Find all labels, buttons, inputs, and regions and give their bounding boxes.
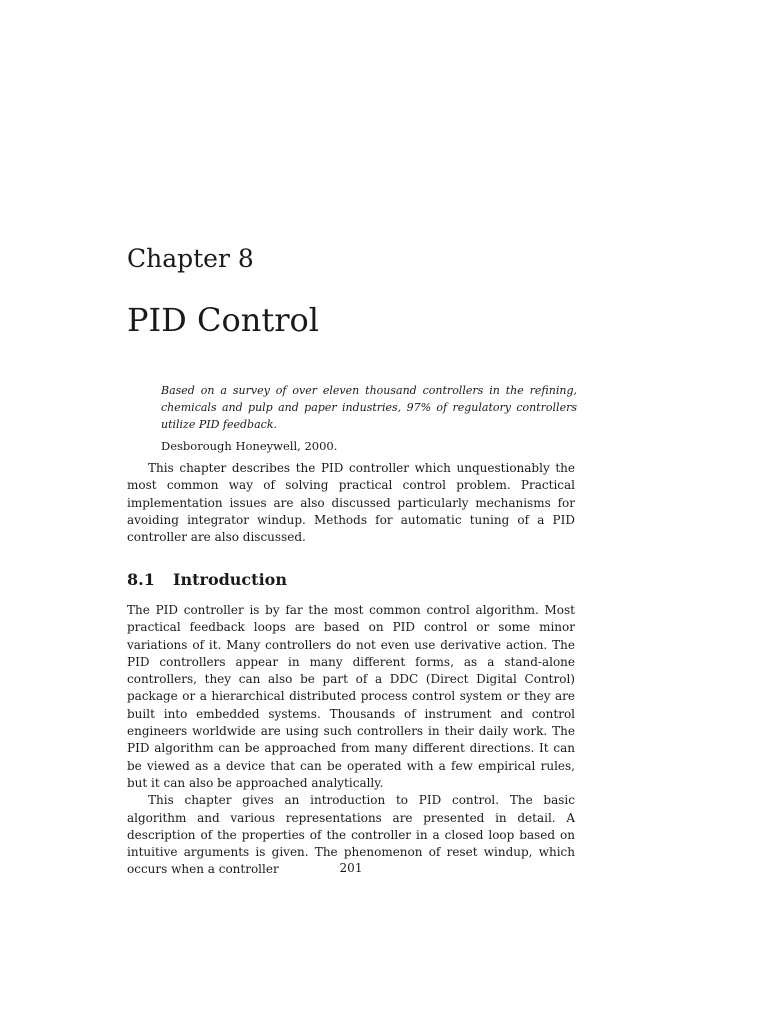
epigraph-source: Desborough Honeywell, 2000. (161, 439, 338, 453)
section-paragraph-1: The PID controller is by far the most common control algorithm. Most practical feedback loops are based on PID control or some minor variations of it. Many controllers do not even use derivative action. The PID controllers appear in many different forms, as a stand-alone controllers, they can also be part of a DDC (Direct Digital Control) package or a hierarchical distributed process control system or they are built into embedded systems. Thousands of instrument and control engineers worldwide are using such controllers in their daily work. The PID algorithm can be approached from many different directions. It can be viewed as a device that can be operated with a few empirical rules, but it can also be approached analytically. (127, 603, 575, 790)
epigraph-quote: Based on a survey of over eleven thousand controllers in the refining, chemicals and pulp and paper industries, 97% of regulatory controllers utilize PID feedback. (161, 384, 577, 431)
section-title: Introduction (173, 570, 287, 589)
chapter-title: PID Control (127, 301, 320, 339)
section-number: 8.1 (127, 570, 155, 589)
section-body (127, 602, 575, 879)
page-number: 201 (339, 861, 363, 875)
epigraph (161, 382, 577, 455)
section-paragraph-2: This chapter gives an introduction to PID control. The basic algorithm and various representations are presented in detail. A description of the properties of the controller in a closed loop based on intuitive arguments is given. The phenomenon of reset windup, which occurs when a controller (127, 793, 575, 877)
chapter-intro-paragraph: This chapter describes the PID controller which unquestionably the most common way of solving practical control problem. Practical implementation issues are also discussed particularly mechanisms for avoiding integrator windup. Methods for automatic tuning of a PID controller are also discussed. (127, 461, 575, 545)
chapter-label: Chapter 8 (127, 244, 254, 273)
section-heading (127, 569, 287, 591)
